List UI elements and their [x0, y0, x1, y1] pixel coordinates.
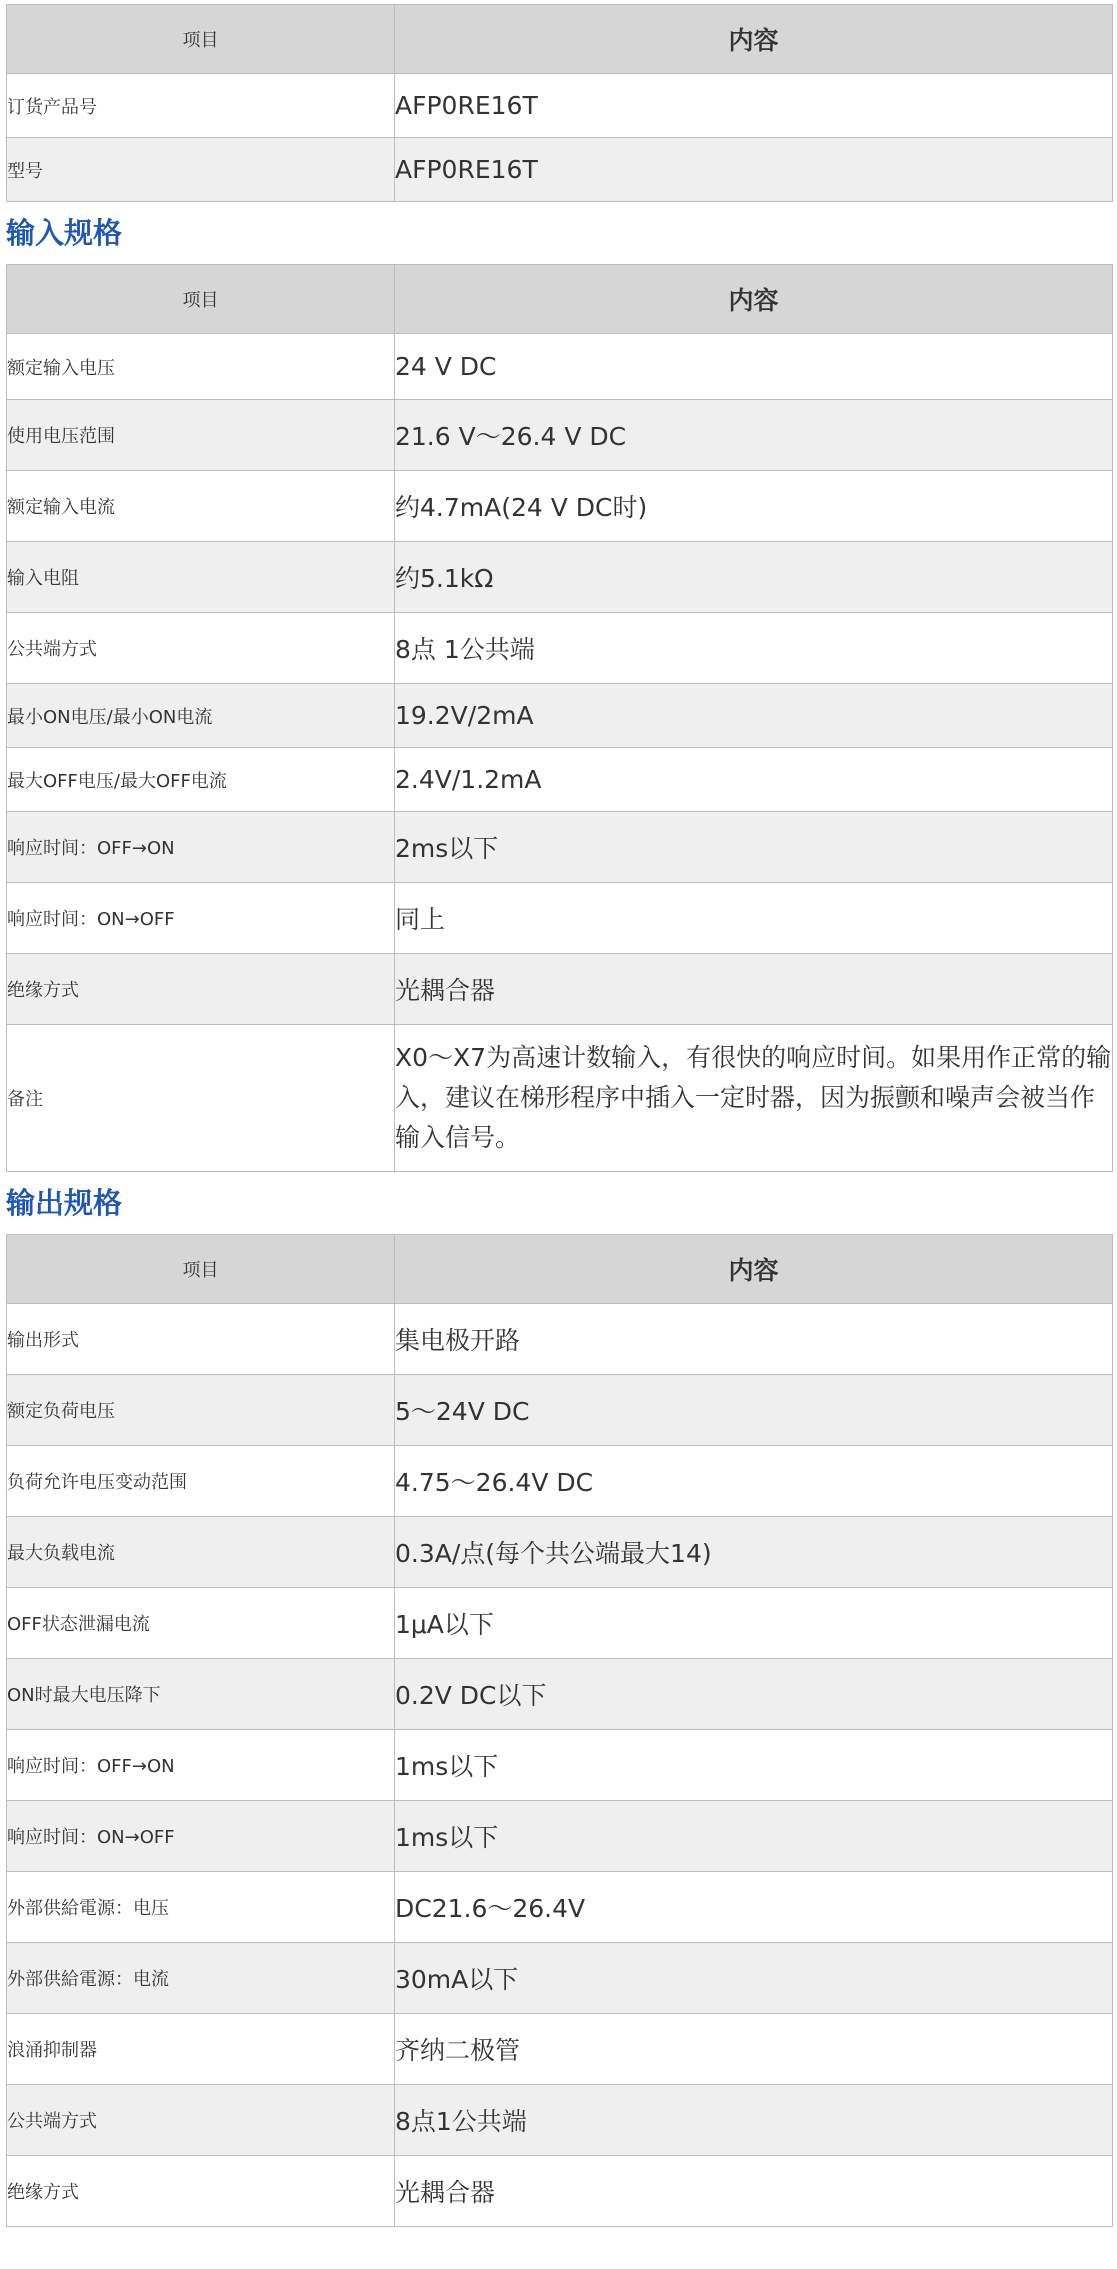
- row-value: 4.75～26.4V DC: [395, 1446, 1113, 1517]
- table-row: [7, 1375, 1113, 1446]
- row-value: 0.2V DC以下: [395, 1659, 1113, 1730]
- table-row: [7, 471, 1113, 542]
- row-label: 外部供給電源：电流: [7, 1943, 395, 2014]
- table-row: [7, 1801, 1113, 1872]
- table-row: [7, 812, 1113, 883]
- row-value: AFP0RE16T: [395, 74, 1113, 138]
- table-row: [7, 748, 1113, 812]
- table-row: [7, 1025, 1113, 1172]
- row-value: 同上: [395, 883, 1113, 954]
- row-label: 响应时间：OFF→ON: [7, 812, 395, 883]
- row-label: 公共端方式: [7, 613, 395, 684]
- section-title-output: 输出规格: [6, 1186, 123, 1220]
- row-value: 0.3A/点(每个共公端最大14): [395, 1517, 1113, 1588]
- row-label: 输出形式: [7, 1304, 395, 1375]
- row-value: 2ms以下: [395, 812, 1113, 883]
- row-value: 1ms以下: [395, 1730, 1113, 1801]
- row-label: 负荷允许电压变动范围: [7, 1446, 395, 1517]
- row-value: DC21.6～26.4V: [395, 1872, 1113, 1943]
- table-row: [7, 1730, 1113, 1801]
- row-value: 约4.7mA(24 V DC时): [395, 471, 1113, 542]
- row-label: 绝缘方式: [7, 954, 395, 1025]
- header-content: 内容: [395, 265, 1113, 334]
- header-item: 项目: [7, 1235, 395, 1304]
- row-value: 齐纳二极管: [395, 2014, 1113, 2085]
- table-row: [7, 74, 1113, 138]
- row-label: 备注: [7, 1025, 395, 1172]
- output-spec-table: [6, 1234, 1113, 2227]
- row-label: 浪涌抑制器: [7, 2014, 395, 2085]
- table-row: [7, 883, 1113, 954]
- row-label: 额定负荷电压: [7, 1375, 395, 1446]
- header-content: 内容: [395, 1235, 1113, 1304]
- table-row: [7, 2085, 1113, 2156]
- row-value: 光耦合器: [395, 954, 1113, 1025]
- row-label: 响应时间：ON→OFF: [7, 883, 395, 954]
- row-value: 1μA以下: [395, 1588, 1113, 1659]
- table-header-row: [7, 5, 1113, 74]
- row-value: X0～X7为高速计数输入，有很快的响应时间。如果用作正常的输入，建议在梯形程序中插入一定时器，因为振颤和噪声会被当作输入信号。: [395, 1025, 1113, 1172]
- row-value: 2.4V/1.2mA: [395, 748, 1113, 812]
- spec-page: [6, 4, 1112, 2227]
- table-row: [7, 1659, 1113, 1730]
- table-row: [7, 1872, 1113, 1943]
- row-label: 响应时间：ON→OFF: [7, 1801, 395, 1872]
- row-value: 24 V DC: [395, 334, 1113, 400]
- row-label: OFF状态泄漏电流: [7, 1588, 395, 1659]
- header-content: 内容: [395, 5, 1113, 74]
- row-value: 光耦合器: [395, 2156, 1113, 2227]
- table-row: [7, 1588, 1113, 1659]
- table-header-row: [7, 1235, 1113, 1304]
- row-label: 最大OFF电压/最大OFF电流: [7, 748, 395, 812]
- table-row: [7, 542, 1113, 613]
- row-label: 使用电压范围: [7, 400, 395, 471]
- table-row: [7, 954, 1113, 1025]
- row-value: 约5.1kΩ: [395, 542, 1113, 613]
- table-row: [7, 2156, 1113, 2227]
- row-label: 响应时间：OFF→ON: [7, 1730, 395, 1801]
- table-row: [7, 138, 1113, 202]
- row-value: AFP0RE16T: [395, 138, 1113, 202]
- row-value: 8点1公共端: [395, 2085, 1113, 2156]
- row-label: 最小ON电压/最小ON电流: [7, 684, 395, 748]
- row-value: 30mA以下: [395, 1943, 1113, 2014]
- row-label: 输入电阻: [7, 542, 395, 613]
- header-item: 项目: [7, 5, 395, 74]
- row-label: 额定输入电压: [7, 334, 395, 400]
- row-label: 绝缘方式: [7, 2156, 395, 2227]
- row-label: 外部供給電源：电压: [7, 1872, 395, 1943]
- row-value: 19.2V/2mA: [395, 684, 1113, 748]
- row-value: 集电极开路: [395, 1304, 1113, 1375]
- row-label: 最大负载电流: [7, 1517, 395, 1588]
- table-row: [7, 1517, 1113, 1588]
- table-row: [7, 334, 1113, 400]
- header-item: 项目: [7, 265, 395, 334]
- table-header-row: [7, 265, 1113, 334]
- product-table: [6, 4, 1113, 202]
- row-value: 1ms以下: [395, 1801, 1113, 1872]
- table-row: [7, 400, 1113, 471]
- row-label: ON时最大电压降下: [7, 1659, 395, 1730]
- table-row: [7, 684, 1113, 748]
- section-title-input: 输入规格: [6, 216, 123, 250]
- table-row: [7, 2014, 1113, 2085]
- row-label: 额定输入电流: [7, 471, 395, 542]
- input-spec-table: [6, 264, 1113, 1172]
- table-row: [7, 1304, 1113, 1375]
- row-value: 8点 1公共端: [395, 613, 1113, 684]
- row-label: 公共端方式: [7, 2085, 395, 2156]
- table-row: [7, 1446, 1113, 1517]
- row-value: 21.6 V～26.4 V DC: [395, 400, 1113, 471]
- row-value: 5～24V DC: [395, 1375, 1113, 1446]
- table-row: [7, 1943, 1113, 2014]
- row-label: 型号: [7, 138, 395, 202]
- row-label: 订货产品号: [7, 74, 395, 138]
- table-row: [7, 613, 1113, 684]
